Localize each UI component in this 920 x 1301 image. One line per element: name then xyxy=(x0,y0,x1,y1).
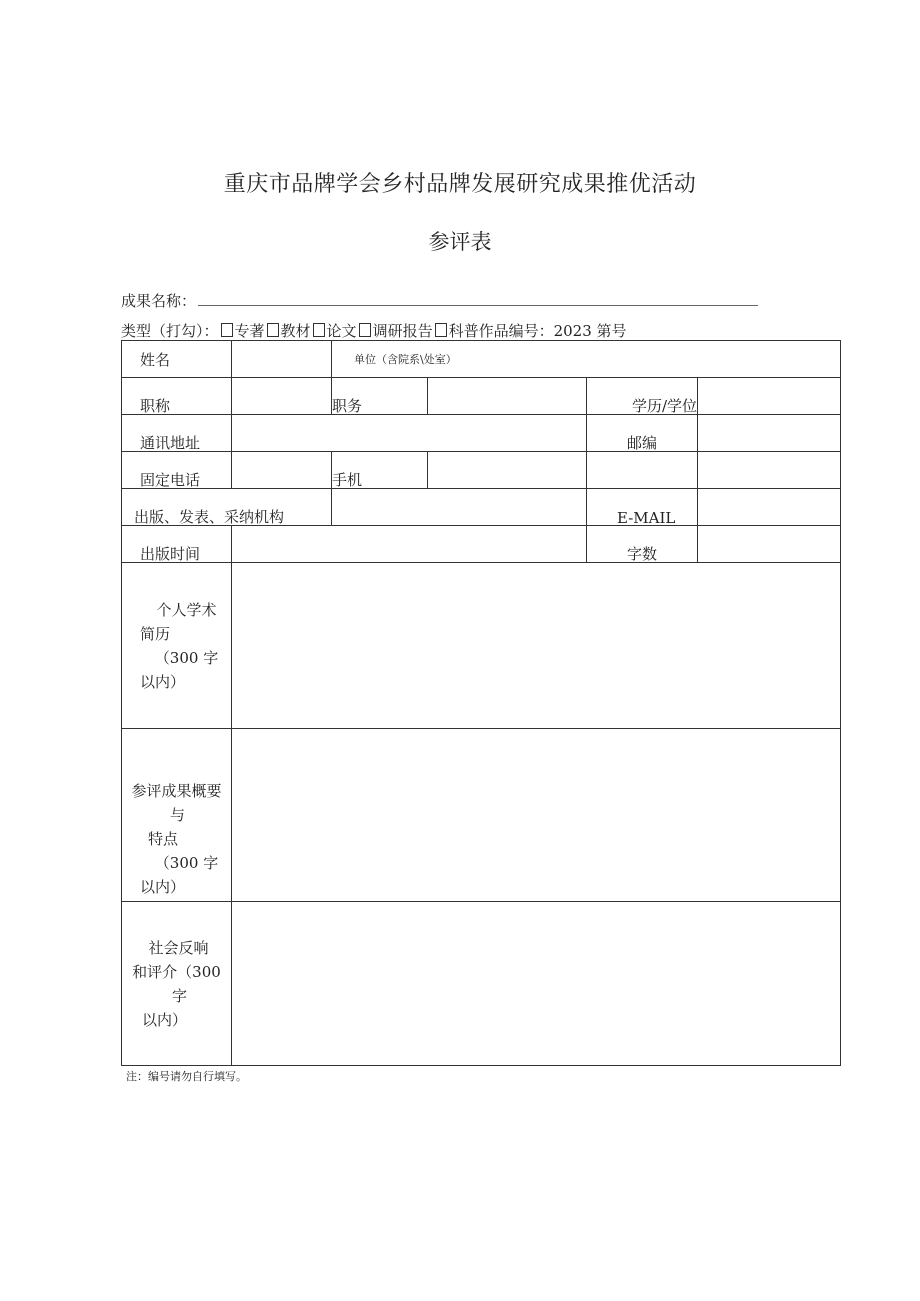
mobile-field[interactable] xyxy=(428,452,587,489)
name-field[interactable] xyxy=(232,341,332,378)
title-field[interactable] xyxy=(232,378,332,415)
position-label: 职务 xyxy=(332,378,428,415)
option-popular-science: 科普作品 xyxy=(448,322,509,340)
name-label: 姓名 xyxy=(122,341,232,378)
phone-field[interactable] xyxy=(232,452,332,489)
achievement-name-input[interactable] xyxy=(198,291,758,306)
achievement-name-line xyxy=(121,290,758,311)
blank-cell xyxy=(587,452,698,489)
form-title: 重庆市品牌学会乡村品牌发展研究成果推优活动 xyxy=(223,172,697,197)
bio-field[interactable] xyxy=(232,563,841,729)
checkbox-textbook[interactable] xyxy=(267,323,279,337)
pub-time-label: 出版时间 xyxy=(122,526,232,563)
address-field[interactable] xyxy=(232,415,587,452)
title-label: 职称 xyxy=(122,378,232,415)
phone-label: 固定电话 xyxy=(122,452,232,489)
postcode-field[interactable] xyxy=(698,415,841,452)
publisher-label: 出版、发表、采纳机构 xyxy=(122,489,332,526)
checkbox-research-report[interactable] xyxy=(359,323,371,337)
position-field[interactable] xyxy=(428,378,587,415)
footnote: 注：编号请勿自行填写。 xyxy=(126,1070,247,1083)
publisher-field[interactable] xyxy=(332,489,587,526)
number-label: 编号：2023 第号 xyxy=(508,322,627,340)
option-monograph: 专著 xyxy=(234,322,265,340)
checkbox-paper[interactable] xyxy=(313,323,325,337)
option-textbook: 教材 xyxy=(280,322,311,340)
summary-field[interactable] xyxy=(232,729,841,902)
unit-label: 单位（含院系\处室） xyxy=(332,341,841,378)
achievement-name-label: 成果名称： xyxy=(121,292,197,310)
option-paper: 论文 xyxy=(326,322,357,340)
degree-field[interactable] xyxy=(698,378,841,415)
type-line xyxy=(121,320,627,341)
form-subtitle: 参评表 xyxy=(428,230,492,254)
mobile-label: 手机 xyxy=(332,452,428,489)
address-label: 通讯地址 xyxy=(122,415,232,452)
email-label: E-MAIL xyxy=(587,489,698,526)
social-field[interactable] xyxy=(232,902,841,1066)
type-label: 类型（打勾）： xyxy=(121,322,219,340)
word-count-field[interactable] xyxy=(698,526,841,563)
degree-label: 学历/学位 xyxy=(587,378,698,415)
application-form-table xyxy=(121,340,841,1066)
word-count-label: 字数 xyxy=(587,526,698,563)
blank-field[interactable] xyxy=(698,452,841,489)
option-research-report: 调研报告 xyxy=(372,322,433,340)
postcode-label: 邮编 xyxy=(587,415,698,452)
social-label: 社会反响 和评介（300 字 以内） xyxy=(122,902,232,1066)
checkbox-popular-science[interactable] xyxy=(435,323,447,337)
summary-label: 参评成果概要 与 特点 （300 字 以内） xyxy=(122,729,232,902)
bio-label: 个人学术 简历 （300 字 以内） xyxy=(122,563,232,729)
checkbox-monograph[interactable] xyxy=(221,323,233,337)
email-field[interactable] xyxy=(698,489,841,526)
pub-time-field[interactable] xyxy=(232,526,587,563)
